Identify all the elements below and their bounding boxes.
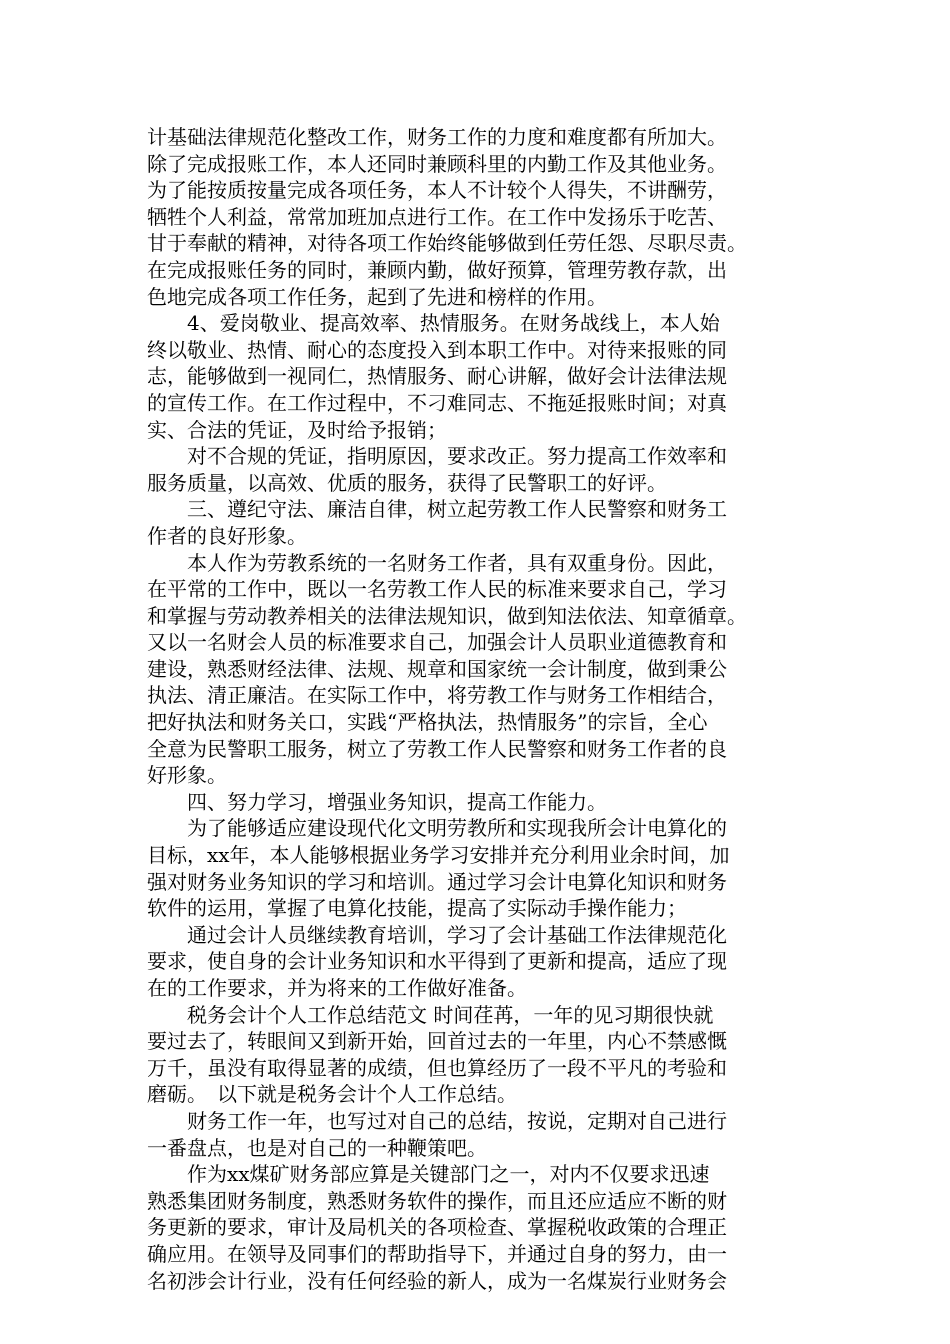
text-line: 牺牲个人利益，常常加班加点进行工作。在工作中发扬乐于吃苦、	[147, 204, 727, 229]
text-line: 除了完成报账工作，本人还同时兼顾科里的内勤工作及其他业务。	[147, 151, 727, 176]
text-line: 财务工作一年，也写过对自己的总结，按说，定期对自己进行	[147, 1108, 727, 1133]
text-line: 四、努力学习，增强业务知识，提高工作能力。	[147, 789, 607, 814]
text-line: 服务质量，以高效、优质的服务，获得了民警职工的好评。	[147, 470, 667, 495]
document-body	[147, 124, 807, 1294]
text-line: 把好执法和财务关口，实践“严格执法，热情服务”的宗旨，全心	[147, 710, 708, 735]
text-line: 目标，xx年，本人能够根据业务学习安排并充分利用业余时间，加	[147, 843, 730, 868]
text-line: 执法、清正廉洁。在实际工作中，将劳教工作与财务工作相结合，	[147, 683, 727, 708]
text-line: 务更新的要求，审计及局机关的各项检查、掌握税收政策的合理正	[147, 1215, 727, 1240]
text-line: 一番盘点，也是对自己的一种鞭策吧。	[147, 1135, 487, 1160]
text-line: 为了能够适应建设现代化文明劳教所和实现我所会计电算化的	[147, 816, 727, 841]
text-line: 的宣传工作。在工作过程中，不刁难同志、不拖延报账时间；对真	[147, 390, 727, 415]
text-line: 通过会计人员继续教育培训，学习了会计基础工作法律规范化	[147, 922, 727, 947]
text-line: 作者的良好形象。	[147, 523, 307, 548]
text-line: 又以一名财会人员的标准要求自己，加强会计人员职业道德教育和	[147, 630, 727, 655]
text-line: 对不合规的凭证，指明原因，要求改正。努力提高工作效率和	[147, 444, 727, 469]
text-line: 作为xx煤矿财务部应算是关键部门之一，对内不仅要求迅速	[147, 1162, 710, 1187]
text-line: 甘于奉献的精神，对待各项工作始终能够做到任劳任怨、尽职尽责。	[147, 231, 747, 256]
text-line: 强对财务业务知识的学习和培训。通过学习会计电算化知识和财务	[147, 869, 727, 894]
text-line: 名初涉会计行业，没有任何经验的新人，成为一名煤炭行业财务会	[147, 1268, 727, 1293]
text-line: 要求，使自身的会计业务知识和水平得到了更新和提高，适应了现	[147, 949, 727, 974]
text-line: 在的工作要求，并为将来的工作做好准备。	[147, 976, 527, 1000]
text-line: 建设，熟悉财经法律、法规、规章和国家统一会计制度，做到秉公	[147, 656, 727, 681]
text-line: 和掌握与劳动教养相关的法律法规知识，做到知法依法、知章循章。	[147, 603, 747, 628]
text-line: 在完成报账任务的同时，兼顾内勤，做好预算，管理劳教存款，出	[147, 257, 727, 282]
text-line: 熟悉集团财务制度，熟悉财务软件的操作，而且还应适应不断的财	[147, 1188, 727, 1213]
text-line: 确应用。在领导及同事们的帮助指导下，并通过自身的努力，由一	[147, 1241, 727, 1266]
text-line: 好形象。	[147, 763, 227, 788]
text-line: 计基础法律规范化整改工作，财务工作的力度和难度都有所加大。	[147, 125, 727, 149]
text-line: 色地完成各项工作任务，起到了先进和榜样的作用。	[147, 284, 607, 309]
text-line: 为了能按质按量完成各项任务，本人不计较个人得失，不讲酬劳，	[147, 178, 727, 203]
text-line: 万千，虽没有取得显著的成绩，但也算经历了一段不平凡的考验和	[147, 1055, 727, 1080]
text-line: 在平常的工作中，既以一名劳教工作人民的标准来要求自己，学习	[147, 577, 727, 602]
text-line: 志，能够做到一视同仁，热情服务、耐心讲解，做好会计法律法规	[147, 364, 727, 389]
text-line: 税务会计个人工作总结范文 时间荏苒，一年的见习期很快就	[147, 1002, 714, 1027]
text-line: 本人作为劳教系统的一名财务工作者，具有双重身份。因此，	[147, 550, 727, 575]
text-line: 实、合法的凭证，及时给予报销；	[147, 417, 447, 442]
text-line: 4、爱岗敬业、提高效率、热情服务。在财务战线上，本人始	[147, 311, 720, 336]
text-line: 要过去了，转眼间又到新开始，回首过去的一年里，内心不禁感慨	[147, 1029, 727, 1054]
text-line: 磨砺。 以下就是税务会计个人工作总结。	[147, 1082, 517, 1107]
text-line: 全意为民警职工服务，树立了劳教工作人民警察和财务工作者的良	[147, 736, 727, 761]
text-line: 三、遵纪守法、廉洁自律，树立起劳教工作人民警察和财务工	[147, 497, 727, 522]
text-line: 软件的运用，掌握了电算化技能，提高了实际动手操作能力；	[147, 896, 687, 921]
text-line: 终以敬业、热情、耐心的态度投入到本职工作中。对待来报账的同	[147, 337, 727, 362]
